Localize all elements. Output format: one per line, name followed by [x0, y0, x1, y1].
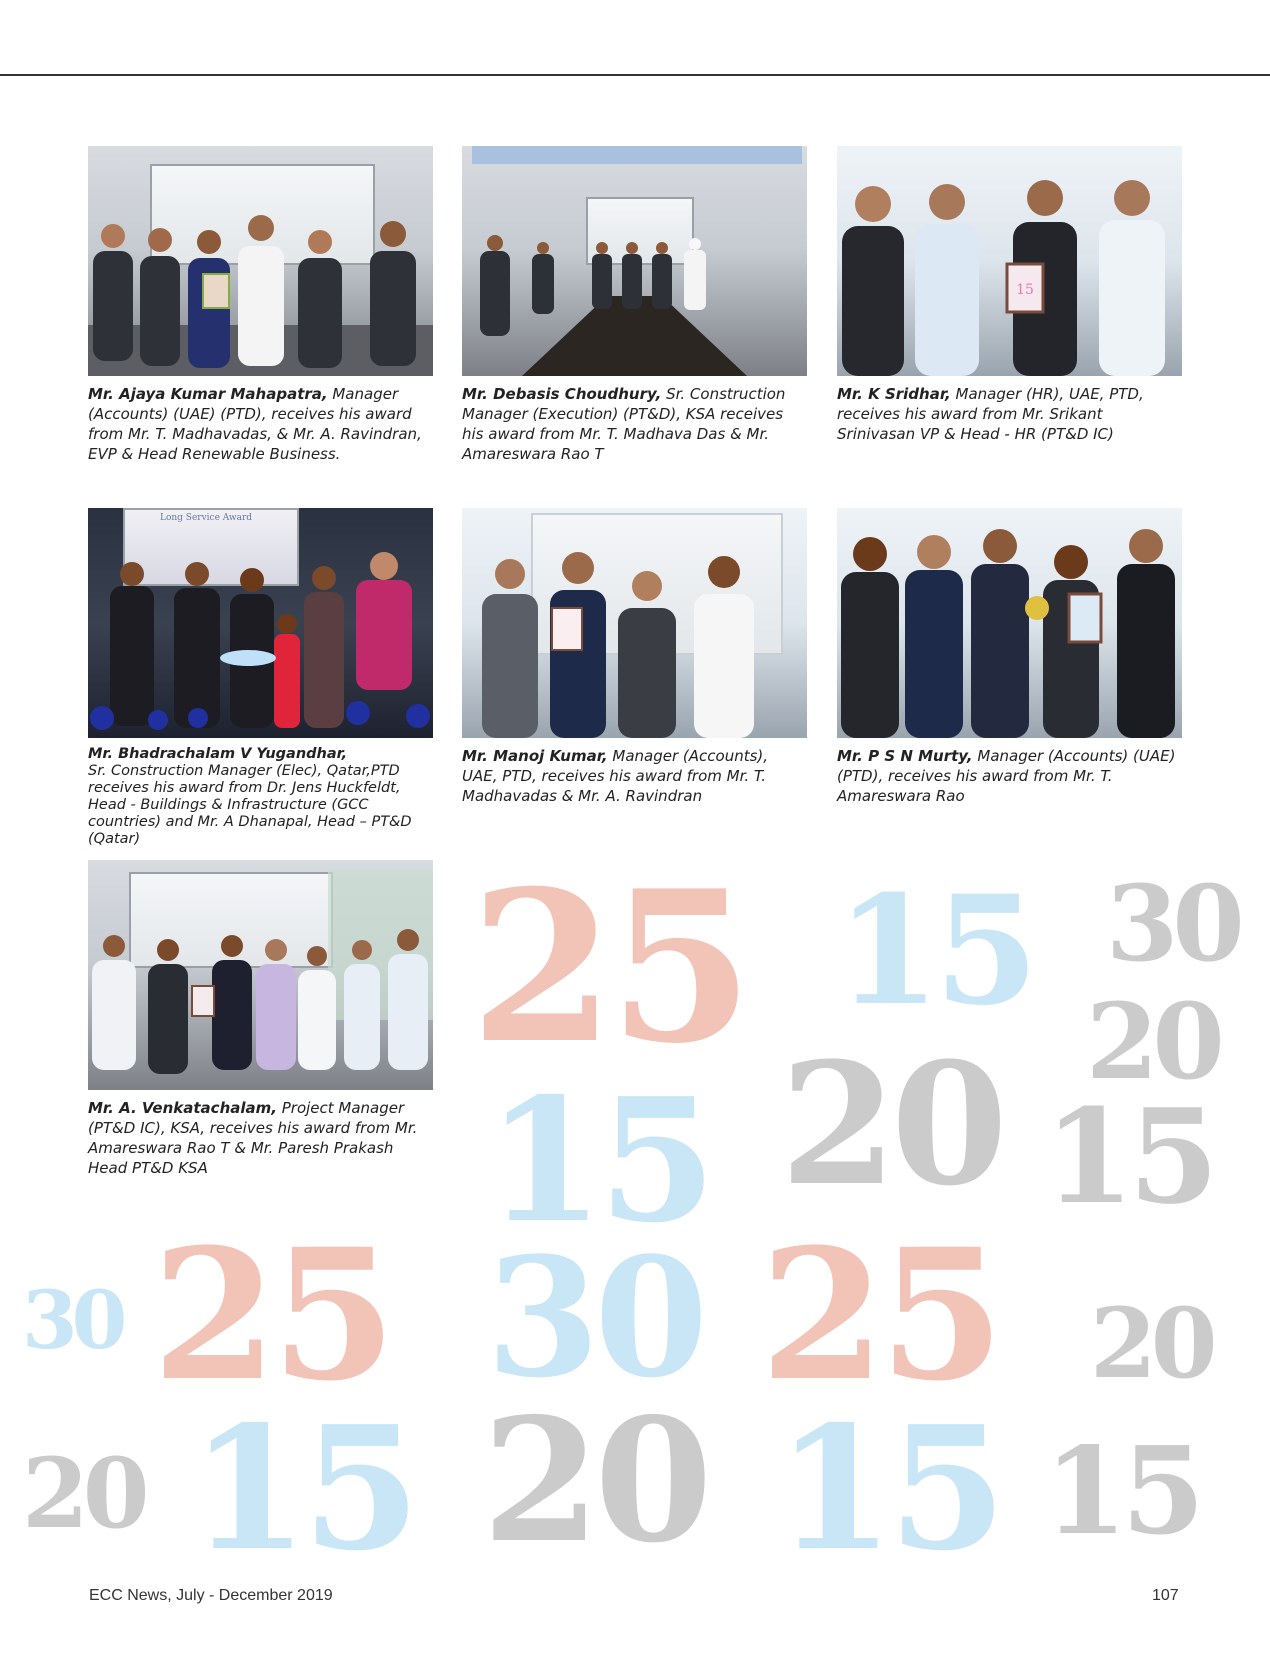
awardee-name: Mr. P S N Murty,: [837, 747, 973, 765]
award-card: [837, 508, 1182, 806]
award-photo: [462, 508, 807, 738]
award-photo: [837, 508, 1182, 738]
decorative-number: 25: [152, 1210, 391, 1421]
decorative-number: 20: [22, 1437, 144, 1550]
decorative-number: 30: [22, 1273, 122, 1367]
decorative-number: 20: [1090, 1287, 1212, 1400]
decorative-number: 15: [486, 1061, 711, 1261]
award-photo: [837, 146, 1182, 376]
decorative-number: 30: [486, 1221, 703, 1414]
award-details: Sr. Construction Manager (Elec), Qatar,PTD receives his award from Dr. Jens Huckfeldt, Head - Buildings & Infrastructure (GCC countries) and Mr. A Dhanapal, Head – PT&D (Qatar): [88, 763, 412, 847]
decorative-number: 15: [1044, 1080, 1213, 1233]
banner-text: Long Service Award: [159, 513, 253, 523]
award-card: [88, 860, 433, 1178]
decorative-number: 15: [1044, 1421, 1199, 1562]
award-photo: [88, 860, 433, 1090]
awardee-name: Mr. Ajaya Kumar Mahapatra,: [88, 385, 328, 403]
award-caption: [88, 746, 433, 848]
award-photo: [88, 146, 433, 376]
award-card: [88, 146, 433, 464]
awardee-name: Mr. K Sridhar,: [837, 385, 951, 403]
awardee-name: Mr. Debasis Choudhury,: [462, 385, 662, 403]
decorative-number: 30: [1106, 862, 1239, 985]
awardee-name: Mr. A. Venkatachalam,: [88, 1099, 277, 1117]
award-photo: [462, 146, 807, 376]
decorative-number: 25: [760, 1210, 999, 1421]
award-caption: [837, 384, 1182, 444]
page-number: 107: [1152, 1587, 1179, 1604]
award-caption: [88, 384, 433, 464]
publication-footer: ECC News, July - December 2019: [89, 1587, 333, 1604]
award-card: [462, 508, 807, 806]
decorative-number: 15: [836, 863, 1033, 1039]
header-rule: [0, 74, 1270, 76]
awardee-name: Mr. Manoj Kumar,: [462, 747, 608, 765]
award-details: Sr. Construction Manager (Execution) (PT&D), KSA receives his award from Mr. T. Madhava Das & Mr. Amareswara Rao T: [462, 385, 786, 463]
award-photo: [88, 508, 433, 738]
decorative-number: 15: [190, 1389, 415, 1589]
frame-number: 15: [1016, 282, 1034, 298]
award-caption: [462, 384, 807, 464]
award-details: Manager (HR), UAE, PTD, receives his award from Mr. Srikant Srinivasan VP & Head - HR (PT&D IC): [837, 385, 1144, 443]
award-caption: [837, 746, 1182, 806]
award-caption: [88, 1098, 433, 1178]
award-card: [88, 508, 433, 848]
award-details: Project Manager (PT&D IC), KSA, receives his award from Mr. Amareswara Rao T & Mr. Paresh Prakash Head PT&D KSA: [88, 1099, 418, 1177]
award-caption: [462, 746, 807, 806]
award-card: [462, 146, 807, 464]
award-details: Manager (Accounts), UAE, PTD, receives his award from Mr. T. Madhavadas & Mr. A. Ravindran: [462, 747, 769, 805]
decorative-number: 20: [780, 1025, 1002, 1223]
award-details: Manager (Accounts) (UAE) (PTD), receives his award from Mr. T. Amareswara Rao: [837, 747, 1176, 805]
award-details: Manager (Accounts) (UAE) (PTD), receives his award from Mr. T. Madhavadas, & Mr. A. Ravindran, EVP & Head Renewable Business.: [88, 385, 422, 463]
awardee-name: Mr. Bhadrachalam V Yugandhar,: [88, 746, 348, 762]
decorative-number: 20: [482, 1381, 707, 1581]
award-card: [837, 146, 1182, 444]
decorative-number: 20: [1086, 980, 1219, 1103]
decorative-number: 15: [776, 1389, 1001, 1589]
decorative-number: 25: [470, 846, 748, 1090]
